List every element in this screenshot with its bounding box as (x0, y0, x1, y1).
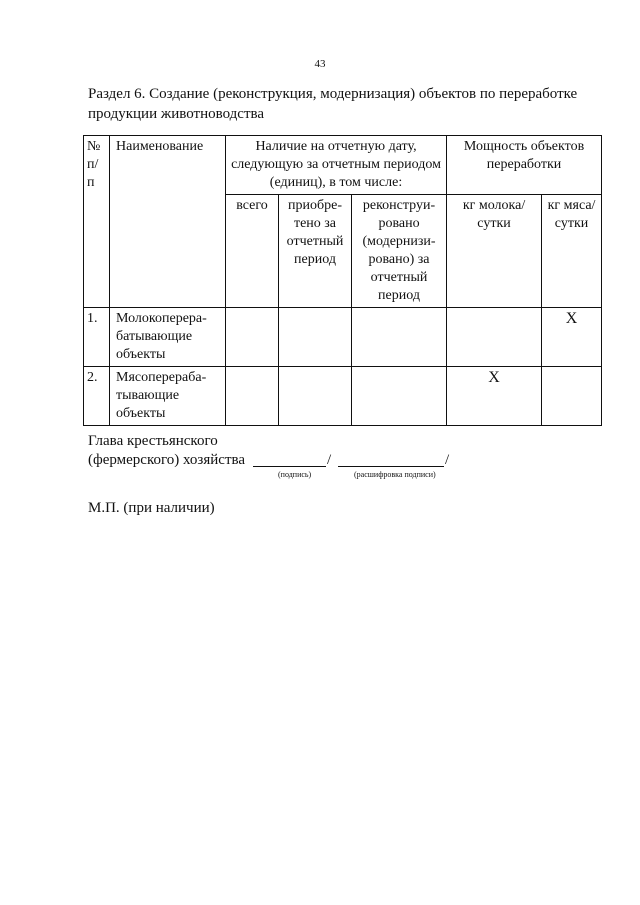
row-name: Мясоперераба-тывающие объекты (110, 367, 226, 426)
table-row (84, 308, 602, 367)
row-total-cell[interactable] (226, 308, 279, 367)
header-total: всего (226, 195, 279, 308)
signature-label-line2: (фермерского) хозяйства (88, 452, 246, 468)
row-num: 1. (84, 308, 110, 367)
signature-block (88, 432, 608, 479)
row-milk-cell: X (447, 367, 542, 426)
header-name: Наименование (110, 136, 226, 308)
row-acquired-cell[interactable] (279, 367, 352, 426)
caption-signature: (подпись) (278, 470, 312, 479)
page-number: 43 (314, 58, 326, 70)
row-acquired-cell[interactable] (279, 308, 352, 367)
row-meat-cell: X (542, 308, 602, 367)
caption-decoding: (расшифровка подписи) (354, 470, 436, 479)
objects-table (83, 135, 602, 426)
row-reconstructed-cell[interactable] (352, 367, 447, 426)
row-num: 2. (84, 367, 110, 426)
row-reconstructed-cell[interactable] (352, 308, 447, 367)
header-milk: кг молока/ сутки (447, 195, 542, 308)
row-total-cell[interactable] (226, 367, 279, 426)
header-meat: кг мяса/ сутки (542, 195, 602, 308)
header-num: № п/ п (84, 136, 110, 308)
table-row (84, 367, 602, 426)
header-availability: Наличие на отчетную дату, следующую за отчетным периодом (единиц), в том числе: (226, 136, 447, 195)
stamp-label: М.П. (при наличии) (88, 500, 215, 516)
signature-decoding-line[interactable] (338, 451, 444, 467)
row-meat-cell[interactable] (542, 367, 602, 426)
header-reconstructed: реконструи-ровано (модернизи-ровано) за отчетный период (352, 195, 447, 308)
signature-label-line1: Глава крестьянского (88, 433, 218, 449)
row-name: Молокоперера-батывающие объекты (110, 308, 226, 367)
table-header-row-1 (84, 136, 602, 195)
signature-slash: / (327, 452, 332, 468)
row-milk-cell[interactable] (447, 308, 542, 367)
section-title: Раздел 6. Создание (реконструкция, модернизация) объектов по переработке продукции животноводства (88, 86, 578, 122)
signature-slash-end: / (445, 452, 450, 468)
header-capacity: Мощность объектов переработки (447, 136, 602, 195)
header-acquired: приобре-тено за отчетный период (279, 195, 352, 308)
signature-row (88, 451, 608, 479)
signature-line[interactable] (253, 451, 326, 467)
